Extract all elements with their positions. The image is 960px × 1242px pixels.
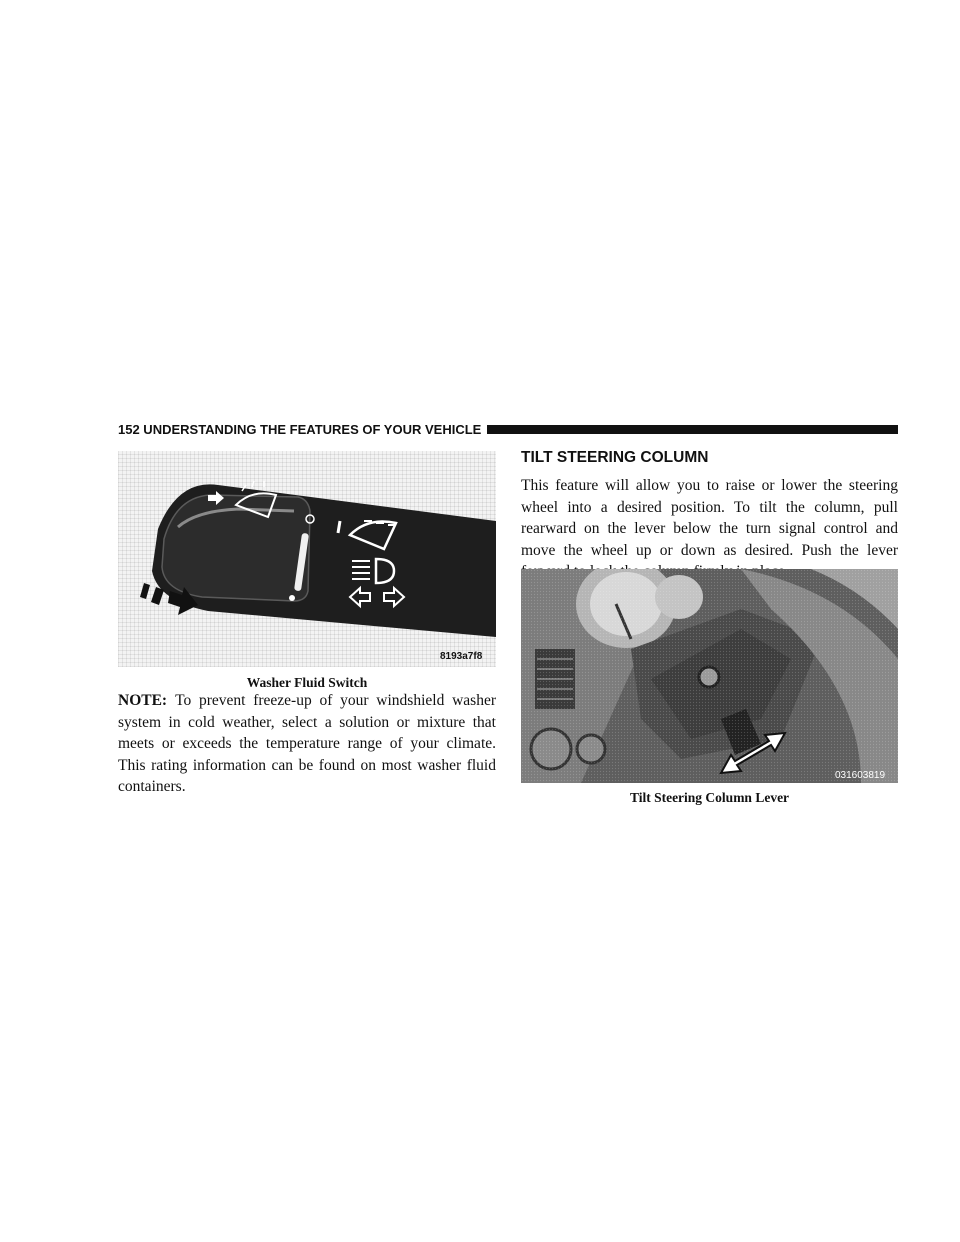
note-paragraph — [118, 690, 496, 798]
washer-switch-illustration — [118, 451, 496, 667]
figure-caption: Washer Fluid Switch — [246, 675, 368, 690]
section-body: This feature will allow you to raise or lower the steering wheel into a desired position. To tilt the column, pull rearward on the lever below the turn signal control and move the wheel up or down as desired. Push the lever — [521, 477, 898, 559]
washer-switch-figure — [118, 451, 496, 667]
tilt-lever-photo — [521, 569, 898, 783]
note-text: To prevent freeze-up of your windshield washer system in cold weather, select a solution or mixture that meets or exceeds the temperature range of your climate. This rating information can be found on most washer fluid containers. — [118, 692, 496, 795]
tilt-lever-figure — [521, 569, 898, 783]
page-header — [118, 419, 898, 439]
figure-code: 8193a7f8 — [440, 651, 483, 662]
note-label: NOTE: — [118, 692, 168, 709]
header-rule — [487, 425, 898, 434]
page-number-title: 152 UNDERSTANDING THE FEATURES OF YOUR VEHICLE — [118, 421, 482, 437]
section-title: TILT STEERING COLUMN — [521, 449, 709, 466]
figure-caption: Tilt Steering Column Lever — [629, 790, 790, 805]
figure-code: 031603819 — [835, 770, 886, 781]
